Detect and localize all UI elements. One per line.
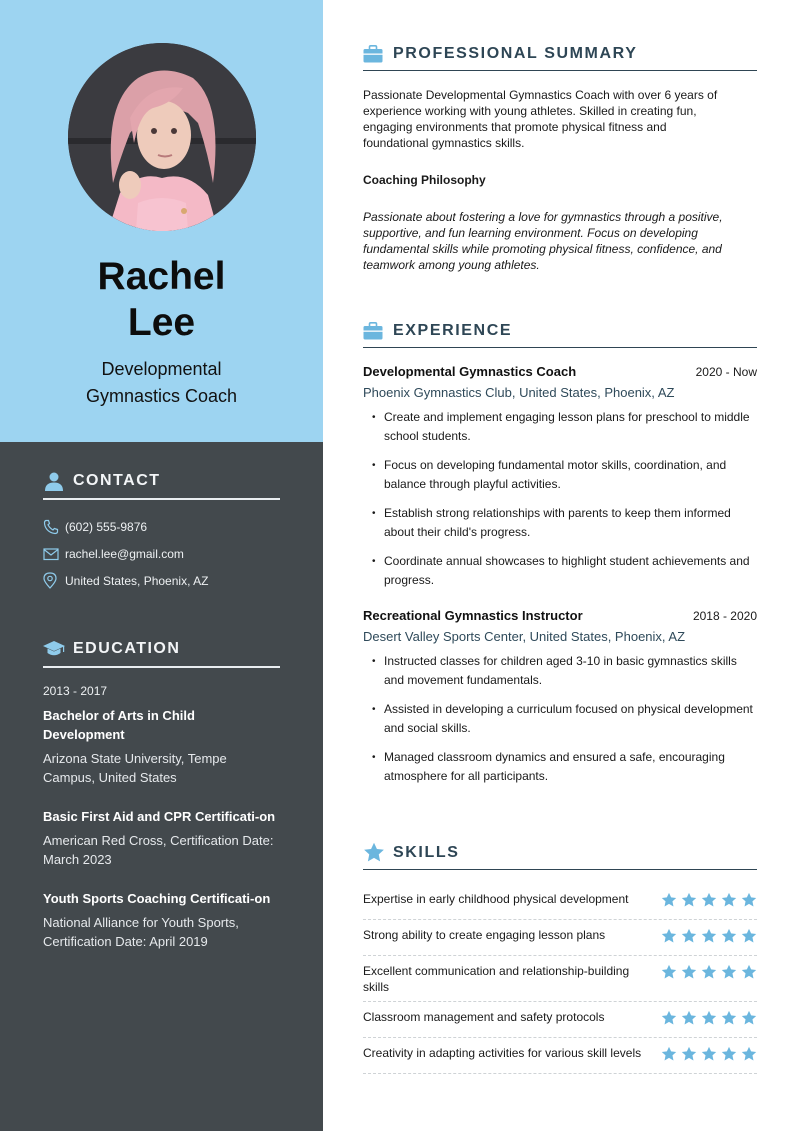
sidebar: [0, 0, 323, 1131]
contact-heading: CONTACT: [43, 470, 280, 500]
contact-phone[interactable]: [43, 513, 280, 540]
rating-star-icon: [661, 964, 677, 985]
education-item: [43, 682, 280, 787]
summary-heading: PROFESSIONAL SUMMARY: [363, 37, 757, 71]
rating-star-icon: [681, 892, 697, 913]
skills-section: [363, 836, 757, 1074]
skill-rating: [661, 927, 757, 949]
skill-rating: [661, 1045, 757, 1067]
education-item: [43, 807, 280, 869]
experience-heading: EXPERIENCE: [363, 314, 757, 348]
skill-row: [363, 1002, 757, 1038]
contact-email[interactable]: [43, 540, 280, 567]
rating-star-icon: [721, 1010, 737, 1031]
education-degree: Basic First Aid and CPR Certificati-on: [43, 809, 276, 824]
rating-star-icon: [681, 928, 697, 949]
skill-row: [363, 920, 757, 956]
skill-name: Creativity in adapting activities for various skill levels: [363, 1046, 642, 1060]
skill-name: Excellent communication and relationship-building skills: [363, 964, 630, 994]
education-date: 2013 - 2017: [43, 684, 108, 698]
job-bullets: [363, 408, 757, 590]
job-bullet: • Instructed classes for children aged 3-10 in basic gymnastics skills and movement fundamentals.: [363, 652, 757, 690]
job-dates: 2018 - 2020: [692, 609, 757, 623]
title-line-2: Gymnastics Coach: [85, 386, 238, 406]
rating-star-icon: [721, 964, 737, 985]
envelope-icon: [43, 546, 59, 562]
education-degree: Youth Sports Coaching Certificati-on: [43, 891, 271, 906]
summary-text: Passionate Developmental Gymnastics Coach with over 6 years of experience working with young athletes. Skilled in creating fun, engaging environments that promote physical fitness and foundational gymnastics skills.: [363, 88, 718, 150]
skills-list: [363, 884, 757, 1074]
name-last: Lee: [127, 301, 196, 344]
profile-header: [0, 0, 323, 442]
job-bullets: [363, 652, 757, 786]
job-bullet: • Create and implement engaging lesson plans for preschool to middle school students.: [363, 408, 757, 446]
job-entry: [363, 608, 757, 786]
rating-star-icon: [741, 892, 757, 913]
education-heading: EDUCATION: [43, 638, 280, 668]
job-title: [0, 356, 323, 410]
rating-star-icon: [701, 928, 717, 949]
job-dates: 2020 - Now: [695, 365, 757, 379]
rating-star-icon: [701, 1046, 717, 1067]
job-entry: [363, 364, 757, 590]
rating-star-icon: [701, 1010, 717, 1031]
philosophy-text: Passionate about fostering a love for gymnastics through a positive, supportive, and fun learning environment. Focus on developing fundamental skills while promoting physical fitness, confidence, and teamwork among young athletes.: [363, 210, 723, 272]
rating-star-icon: [681, 1046, 697, 1067]
briefcase-icon: [363, 43, 385, 65]
job-organization: Phoenix Gymnastics Club, United States, Phoenix, AZ: [363, 385, 675, 400]
skill-rating: [661, 891, 757, 913]
education-degree: Bachelor of Arts in Child Development: [43, 708, 195, 742]
rating-star-icon: [661, 892, 677, 913]
location-pin-icon: [43, 573, 59, 589]
contact-section: [43, 470, 280, 594]
rating-star-icon: [681, 964, 697, 985]
job-organization: Desert Valley Sports Center, United States, Phoenix, AZ: [363, 629, 686, 644]
briefcase-icon: [363, 320, 385, 342]
job-bullet: • Establish strong relationships with parents to keep them informed about their child's progress.: [363, 504, 757, 542]
philosophy-heading: Coaching Philosophy: [363, 173, 486, 187]
star-icon: [363, 842, 385, 864]
education-institution: National Alliance for Youth Sports, Certification Date: April 2019: [43, 915, 239, 949]
name-first: Rachel: [97, 255, 226, 298]
skill-row: [363, 884, 757, 920]
location-value: United States, Phoenix, AZ: [65, 573, 209, 588]
user-icon: [43, 470, 65, 492]
job-bullet: • Coordinate annual showcases to highlight student achievements and progress.: [363, 552, 757, 590]
title-line-1: Developmental: [101, 359, 222, 379]
education-section: [43, 638, 280, 951]
rating-star-icon: [721, 1046, 737, 1067]
rating-star-icon: [661, 928, 677, 949]
graduation-cap-icon: [43, 638, 65, 660]
phone-value: (602) 555-9876: [65, 519, 148, 534]
summary-section: [363, 37, 757, 273]
job-bullet: • Managed classroom dynamics and ensured a safe, encouraging atmosphere for all participants.: [363, 748, 757, 786]
education-institution: American Red Cross, Certification Date: March 2023: [43, 833, 274, 867]
rating-star-icon: [701, 892, 717, 913]
skills-heading: SKILLS: [363, 836, 757, 870]
avatar: [68, 43, 256, 231]
skill-row: [363, 956, 757, 1002]
job-title: Recreational Gymnastics Instructor: [363, 608, 583, 623]
skill-rating: [661, 963, 757, 985]
job-title: Developmental Gymnastics Coach: [363, 364, 577, 379]
job-bullet: • Assisted in developing a curriculum focused on physical development and social skills.: [363, 700, 757, 738]
skill-rating: [661, 1009, 757, 1031]
rating-star-icon: [701, 964, 717, 985]
skill-name: Strong ability to create engaging lesson plans: [363, 928, 606, 942]
job-bullet: • Focus on developing fundamental motor skills, coordination, and balance through playful activities.: [363, 456, 757, 494]
skill-name: Classroom management and safety protocols: [363, 1010, 605, 1024]
skill-name: Expertise in early childhood physical development: [363, 892, 629, 906]
rating-star-icon: [721, 892, 737, 913]
rating-star-icon: [721, 928, 737, 949]
contact-location: [43, 567, 280, 594]
rating-star-icon: [741, 1010, 757, 1031]
education-institution: Arizona State University, Tempe Campus, United States: [43, 751, 227, 785]
skill-row: [363, 1038, 757, 1074]
rating-star-icon: [661, 1010, 677, 1031]
email-value: rachel.lee@gmail.com: [65, 546, 184, 561]
rating-star-icon: [661, 1046, 677, 1067]
rating-star-icon: [741, 1046, 757, 1067]
phone-icon: [43, 519, 59, 535]
education-item: [43, 889, 280, 951]
rating-star-icon: [681, 1010, 697, 1031]
rating-star-icon: [741, 964, 757, 985]
experience-section: [363, 314, 757, 796]
rating-star-icon: [741, 928, 757, 949]
candidate-name: [0, 254, 323, 346]
